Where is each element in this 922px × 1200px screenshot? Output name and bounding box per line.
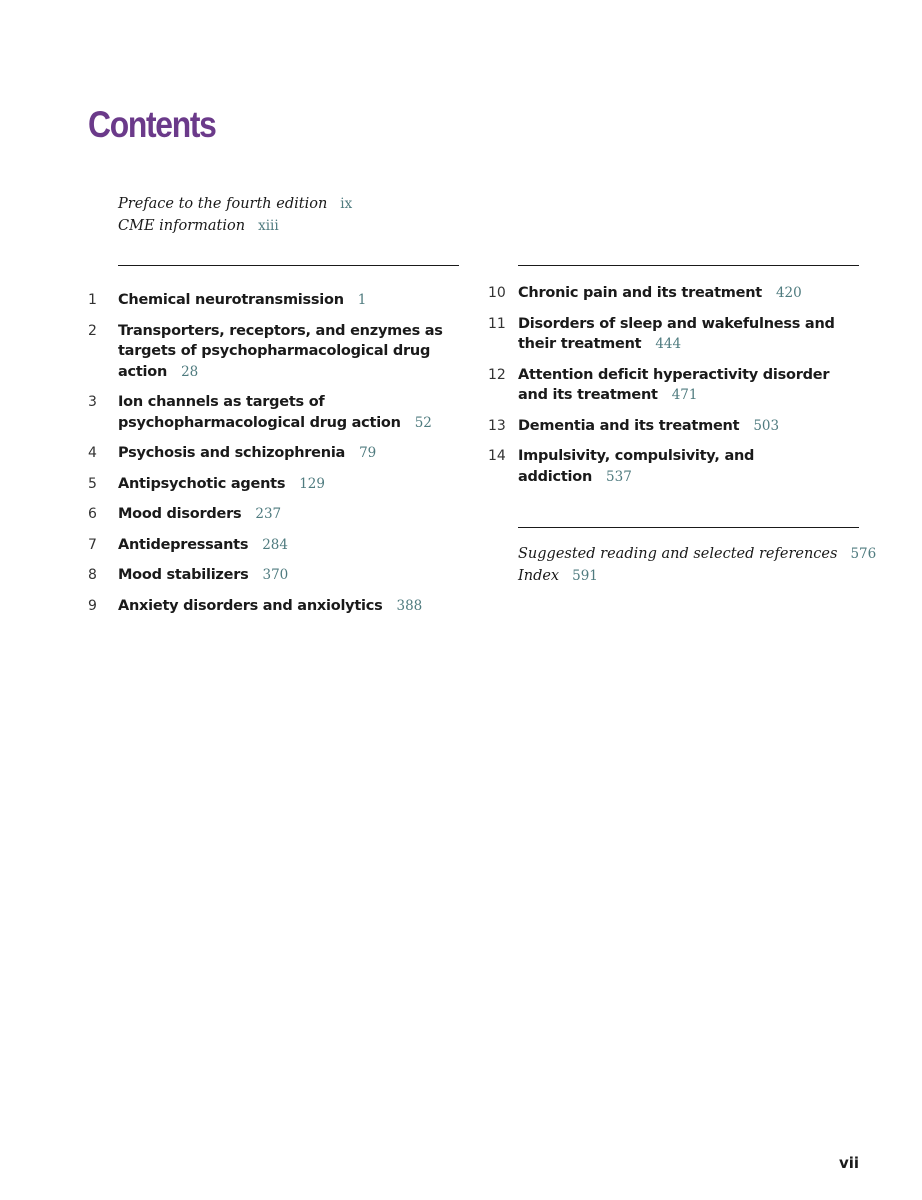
chapter-title: Dementia and its treatment (518, 417, 740, 434)
back-matter-title: Suggested reading and selected references (518, 546, 838, 562)
folio-page-number: vii (838, 1154, 859, 1172)
divider-left (118, 265, 459, 266)
front-matter-item-preface[interactable] (118, 193, 352, 215)
front-matter-title: CME information (118, 218, 246, 234)
chapter-entry-7[interactable] (0, 535, 460, 556)
chapter-title: Anxiety disorders and anxiolytics (118, 597, 383, 614)
chapter-number: 9 (88, 597, 97, 614)
chapter-title: Chemical neurotransmission (118, 292, 344, 308)
chapter-title: Antipsychotic agents (118, 475, 286, 492)
page-number: 28 (181, 363, 199, 380)
back-matter-item-references[interactable] (518, 543, 876, 565)
chapter-number: 11 (488, 315, 506, 332)
chapter-title: Antidepressants (118, 536, 249, 553)
page-number: ix (340, 196, 353, 212)
chapter-number: 7 (88, 536, 97, 553)
page-number: xiii (258, 218, 279, 234)
chapter-number: 14 (488, 448, 506, 464)
chapter-list-right (0, 283, 900, 497)
page-number: 52 (414, 414, 432, 431)
chapter-title: Ion channels as targets of psychopharmacological drug action (118, 394, 401, 431)
chapter-number: 2 (88, 322, 97, 339)
chapter-number: 3 (88, 394, 97, 410)
back-matter-title: Index (518, 568, 560, 584)
chapter-number: 4 (88, 445, 97, 461)
page-number: 576 (850, 546, 877, 562)
page-number: 591 (572, 568, 598, 584)
page-number: 79 (359, 445, 377, 461)
page-number: 471 (671, 387, 698, 403)
chapter-title: Disorders of sleep and wakefulness and their treatment (518, 315, 835, 352)
chapter-number: 6 (88, 506, 97, 522)
chapter-title: Attention deficit hyperactivity disorder and its treatment (518, 366, 830, 403)
front-matter-item-cme[interactable] (118, 215, 352, 237)
chapter-title: Mood stabilizers (118, 567, 249, 583)
chapter-entry-10[interactable] (0, 283, 900, 304)
page-number: 503 (753, 417, 780, 434)
back-matter-list (518, 543, 876, 587)
chapter-title: Chronic pain and its treatment (518, 285, 762, 301)
chapter-number: 8 (88, 567, 97, 583)
page-number: 420 (775, 285, 802, 301)
chapter-entry-14[interactable] (0, 446, 900, 487)
page-number: 370 (262, 567, 289, 583)
page-number: 1 (357, 292, 367, 308)
page-number: 444 (655, 336, 682, 352)
chapter-entry-9[interactable] (0, 596, 460, 617)
chapter-entry-11[interactable] (0, 314, 900, 355)
page-number: 237 (255, 506, 282, 522)
chapter-number: 10 (488, 285, 506, 301)
back-matter-item-index[interactable] (518, 565, 876, 587)
chapter-title: Mood disorders (118, 506, 242, 522)
chapter-title: Psychosis and schizophrenia (118, 445, 346, 461)
chapter-title: Impulsivity, compulsivity, and addiction (518, 448, 755, 485)
divider-right (518, 265, 859, 266)
chapter-number: 12 (488, 366, 506, 383)
front-matter-title: Preface to the fourth edition (118, 196, 328, 212)
page-number: 537 (606, 468, 632, 485)
chapter-entry-12[interactable] (0, 365, 900, 406)
divider-back-matter (518, 527, 859, 528)
page-number: 129 (299, 475, 325, 492)
chapter-number: 13 (488, 417, 506, 434)
chapter-entry-13[interactable] (0, 416, 900, 437)
front-matter-list (118, 193, 352, 237)
page-title: Contents (88, 104, 216, 145)
chapter-entry-8[interactable] (0, 565, 460, 586)
page-number: 388 (396, 597, 423, 614)
chapter-entry-6[interactable] (0, 504, 460, 525)
chapter-number: 5 (88, 475, 97, 492)
chapter-number: 1 (88, 292, 97, 308)
chapter-title: Transporters, receptors, and enzymes as targets of psychopharmacological drug action (118, 322, 443, 380)
page-number: 284 (262, 536, 288, 553)
